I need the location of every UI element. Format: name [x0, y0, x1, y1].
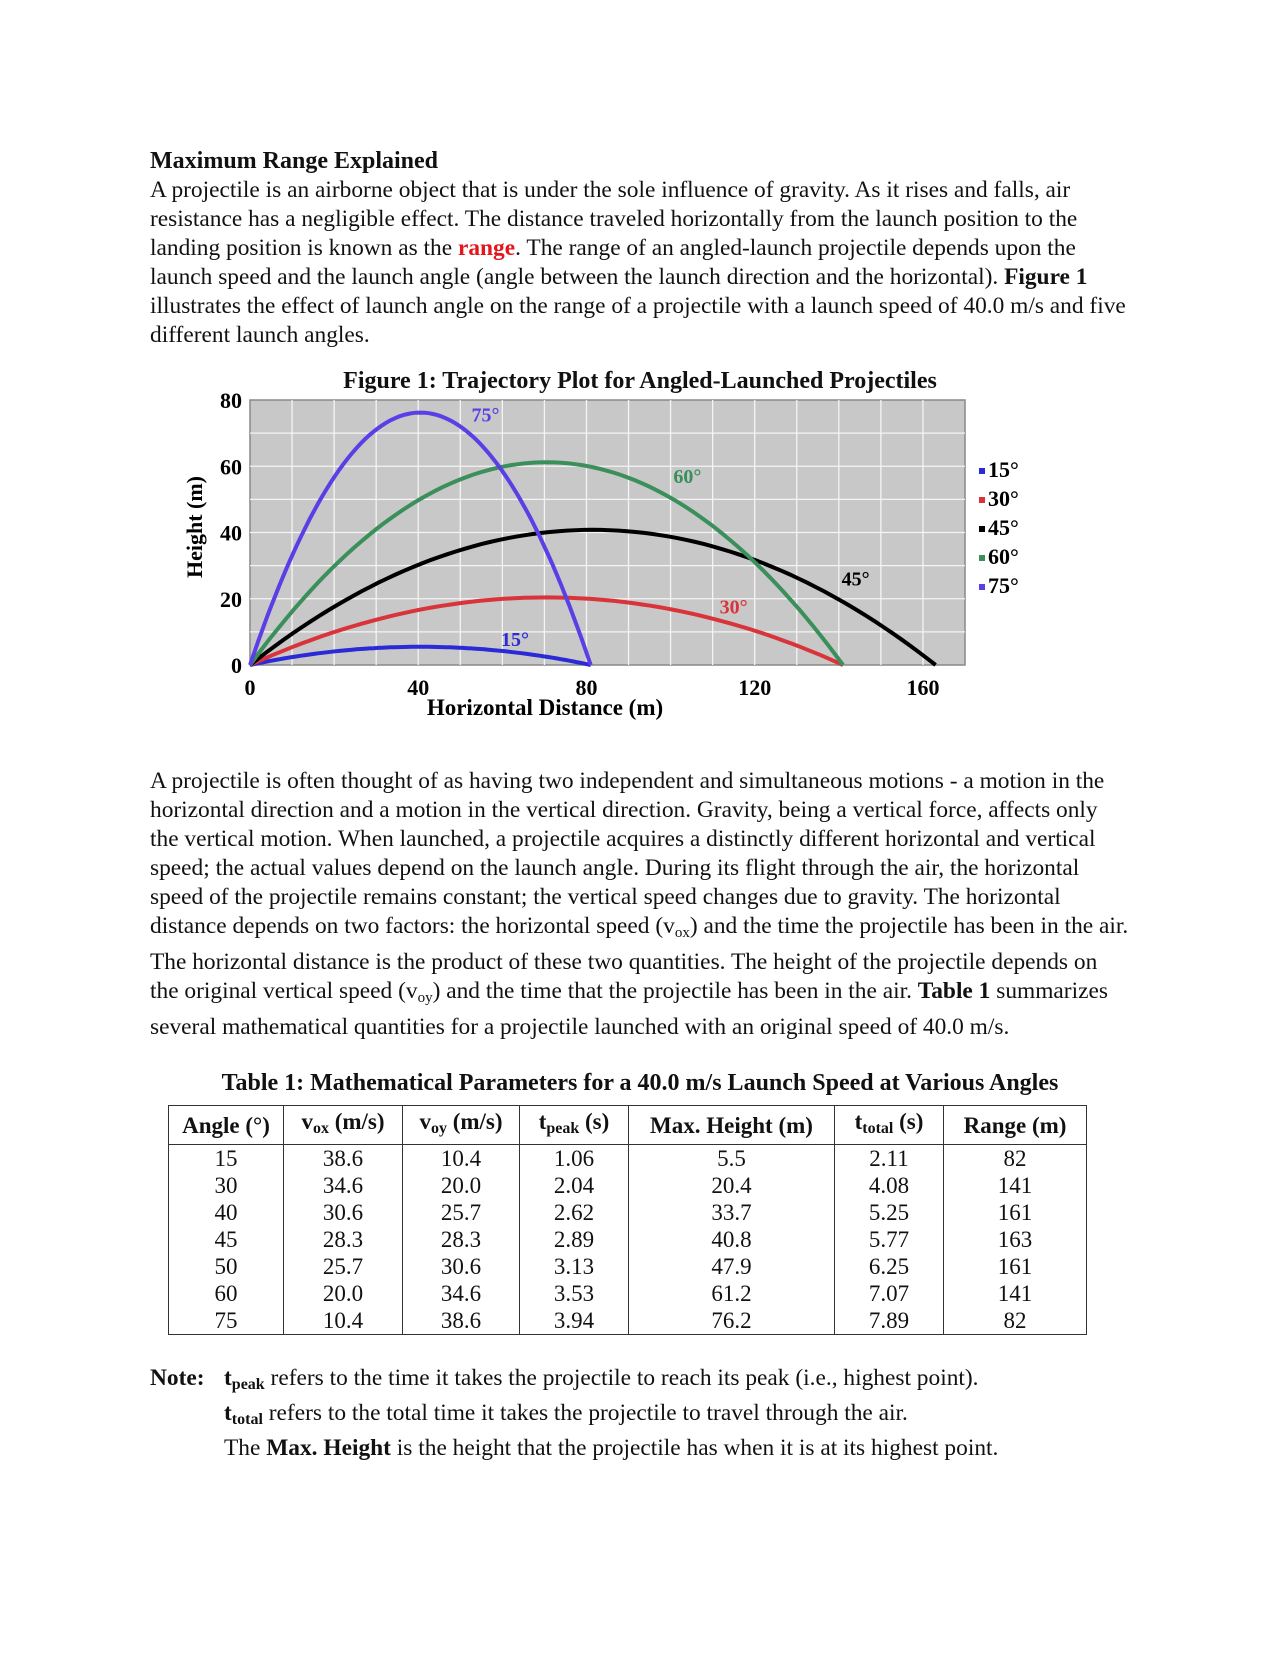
- note-tpeak-text: refers to the time it takes the projectile to reach its peak (i.e., highest point).: [264, 1365, 979, 1391]
- table-header-cell: [284, 1106, 403, 1145]
- table-cell: 10.4: [284, 1307, 403, 1335]
- vox-subscript: ox: [674, 925, 690, 941]
- table-cell: 30: [169, 1172, 284, 1199]
- x-tick-label: 0: [244, 675, 256, 700]
- y-axis-label: Height (m): [182, 475, 207, 579]
- note-ttotal-subscript: total: [231, 1411, 263, 1428]
- legend-label: 75°: [988, 573, 1019, 598]
- table-cell: 20.0: [284, 1280, 403, 1307]
- table-cell: 3.53: [520, 1280, 629, 1307]
- header-main: Max. Height (m): [650, 1112, 813, 1138]
- parameters-table: [168, 1105, 1087, 1335]
- note-ttotal-symbol: t: [224, 1400, 232, 1426]
- range-term: range: [457, 235, 516, 261]
- table-cell: 2.11: [835, 1145, 944, 1173]
- note-indent: [150, 1399, 224, 1434]
- table-cell: 15: [169, 1145, 284, 1173]
- note-label: Note:: [150, 1365, 205, 1391]
- table-header-cell: [629, 1106, 835, 1145]
- table-cell: 38.6: [403, 1307, 520, 1335]
- note-ttotal-text: refers to the total time it takes the projectile to travel through the air.: [262, 1400, 908, 1426]
- note-indent: [150, 1434, 224, 1462]
- table-cell: 50: [169, 1253, 284, 1280]
- y-tick-label: 80: [220, 388, 242, 413]
- table-cell: 82: [944, 1307, 1087, 1335]
- table-notes: [150, 1364, 1130, 1462]
- curve-label: 45°: [841, 568, 870, 591]
- header-unit: (s): [579, 1109, 610, 1134]
- table-title: Table 1: Mathematical Parameters for a 40.0 m/s Launch Speed at Various Angles: [221, 1070, 1059, 1096]
- table-cell: 141: [944, 1172, 1087, 1199]
- y-tick-label: 20: [220, 586, 242, 612]
- table-cell: 5.25: [835, 1199, 944, 1226]
- note-tpeak: [224, 1364, 979, 1399]
- header-main: Angle (°): [182, 1112, 270, 1138]
- table-cell: 38.6: [284, 1145, 403, 1173]
- x-tick-label: 160: [906, 675, 940, 700]
- header-main: Range (m): [963, 1112, 1067, 1138]
- table-cell: 10.4: [403, 1145, 520, 1173]
- legend-swatch: [979, 468, 985, 474]
- table-header-row: [169, 1106, 1087, 1145]
- note-row-2: [150, 1399, 1130, 1434]
- curve-label: 75°: [471, 404, 500, 427]
- legend-swatch: [979, 497, 985, 503]
- table-cell: 3.13: [520, 1253, 629, 1280]
- document-page: [150, 147, 1130, 1461]
- table-row: [169, 1199, 1087, 1226]
- legend-label: 45°: [988, 515, 1019, 540]
- table-cell: 3.94: [520, 1307, 629, 1335]
- note-tpeak-subscript: peak: [231, 1376, 265, 1393]
- table-cell: 2.04: [520, 1172, 629, 1199]
- table-header-cell: [403, 1106, 520, 1145]
- table-cell: 2.89: [520, 1226, 629, 1253]
- voy-subscript: oy: [417, 990, 433, 1006]
- header-subscript: ox: [312, 1120, 329, 1137]
- header-main: t: [538, 1109, 547, 1134]
- intro-paragraph: [150, 176, 1130, 350]
- table-row: [169, 1307, 1087, 1335]
- table-header-cell: [944, 1106, 1087, 1145]
- legend-label: 60°: [988, 544, 1019, 569]
- table-cell: 161: [944, 1199, 1087, 1226]
- x-tick-label: 80: [575, 675, 598, 700]
- table-cell: 20.0: [403, 1172, 520, 1199]
- table-cell: 76.2: [629, 1307, 835, 1335]
- motion-text-4: summarizes several mathematical quantities for a projectile launched with an original speed of 40.0 m/s.: [150, 978, 1108, 1040]
- intro-text-1: A projectile is an airborne object that is under the sole influence of gravity. As it rises and falls, air resistance has a negligible effect. The distance traveled horizontally from the launch position to the landing position is known as the: [150, 177, 1078, 261]
- note-maxheight-c: is the height that the projectile has when it is at its highest point.: [390, 1435, 999, 1461]
- table-cell: 28.3: [284, 1226, 403, 1253]
- table-header-cell: [520, 1106, 629, 1145]
- table-cell: 82: [944, 1145, 1087, 1173]
- legend-swatch: [979, 555, 985, 561]
- figure-reference: Figure 1: [1004, 264, 1088, 290]
- table-cell: 4.08: [835, 1172, 944, 1199]
- motion-text-3: ) and the time that the projectile has been in the air.: [432, 978, 918, 1004]
- legend-swatch: [979, 526, 985, 532]
- table-cell: 61.2: [629, 1280, 835, 1307]
- table-cell: 45: [169, 1226, 284, 1253]
- header-subscript: peak: [546, 1120, 580, 1137]
- header-unit: (m/s): [446, 1109, 503, 1134]
- motion-paragraph: [150, 767, 1130, 1042]
- intro-text-2: . The range of an angled-launch projectile depends upon the launch speed and the launch angle (angle between the launch direction and the horizontal).: [150, 235, 1076, 290]
- table-cell: 141: [944, 1280, 1087, 1307]
- table-cell: 33.7: [629, 1199, 835, 1226]
- x-tick-label: 40: [407, 675, 430, 700]
- note-row-1: [150, 1364, 1130, 1399]
- section-heading: Maximum Range Explained: [150, 148, 439, 174]
- table-body: [169, 1145, 1087, 1335]
- header-main: v: [419, 1109, 431, 1134]
- table-cell: 30.6: [284, 1199, 403, 1226]
- header-unit: (s): [893, 1109, 924, 1134]
- table-cell: 30.6: [403, 1253, 520, 1280]
- y-tick-label: 40: [220, 520, 242, 546]
- motion-text-1: A projectile is often thought of as having two independent and simultaneous motions - a motion in the horizontal direction and a motion in the vertical direction. Gravity, being a vertical force, affects only the vertical motion. When launched, a projectile acquires a distinctly different horizontal and vertical speed; the actual values depend on the launch angle. During its flight through the air, the horizontal speed of the projectile remains constant; the vertical speed changes due to gravity. The horizontal distance depends on two factors: the horizontal speed (v: [150, 768, 1105, 939]
- table-cell: 20.4: [629, 1172, 835, 1199]
- table-cell: 2.62: [520, 1199, 629, 1226]
- table-cell: 1.06: [520, 1145, 629, 1173]
- header-unit: (m/s): [328, 1109, 385, 1134]
- y-tick-label: 0: [231, 653, 242, 678]
- table-row: [169, 1226, 1087, 1253]
- table-row: [169, 1172, 1087, 1199]
- table-header-cell: [835, 1106, 944, 1145]
- x-tick-label: 120: [738, 675, 772, 700]
- table-cell: 5.5: [629, 1145, 835, 1173]
- table-cell: 34.6: [403, 1280, 520, 1307]
- table-cell: 40.8: [629, 1226, 835, 1253]
- header-subscript: oy: [430, 1120, 447, 1137]
- note-maxheight: [224, 1434, 998, 1462]
- table-cell: 28.3: [403, 1226, 520, 1253]
- legend-label: 15°: [988, 457, 1019, 482]
- curve-label: 15°: [500, 628, 529, 651]
- table-cell: 6.25: [835, 1253, 944, 1280]
- table-cell: 5.77: [835, 1226, 944, 1253]
- note-maxheight-a: The: [224, 1435, 267, 1461]
- note-maxheight-term: Max. Height: [266, 1435, 391, 1461]
- table-cell: 25.7: [403, 1199, 520, 1226]
- note-ttotal: [224, 1399, 908, 1434]
- table-cell: 47.9: [629, 1253, 835, 1280]
- legend-label: 30°: [988, 486, 1019, 511]
- note-tpeak-symbol: t: [224, 1365, 232, 1391]
- table-cell: 7.89: [835, 1307, 944, 1335]
- table-cell: 60: [169, 1280, 284, 1307]
- curve-label: 60°: [673, 465, 702, 488]
- x-axis-label: Horizontal Distance (m): [426, 695, 664, 720]
- table-cell: 40: [169, 1199, 284, 1226]
- table-row: [169, 1145, 1087, 1173]
- table-row: [169, 1280, 1087, 1307]
- table-cell: 7.07: [835, 1280, 944, 1307]
- table-cell: 34.6: [284, 1172, 403, 1199]
- intro-text-3: illustrates the effect of launch angle on the range of a projectile with a launch speed of 40.0 m/s and five different launch angles.: [150, 293, 1126, 348]
- figure-title: Figure 1: Trajectory Plot for Angled-Launched Projectiles: [343, 368, 937, 394]
- table-cell: 75: [169, 1307, 284, 1335]
- curve-label: 30°: [719, 596, 748, 619]
- note-row-3: [150, 1434, 1130, 1462]
- table-cell: 163: [944, 1226, 1087, 1253]
- chart-legend: [979, 457, 1019, 598]
- motion-text-2: ) and the time the projectile has been in the air. The horizontal distance is the product of these two quantities. The height of the projectile depends on the original vertical speed (v: [150, 913, 1129, 1004]
- legend-swatch: [979, 584, 985, 590]
- y-tick-label: 60: [220, 454, 242, 480]
- table-header-cell: [169, 1106, 284, 1145]
- trajectory-chart: [182, 388, 1050, 727]
- header-subscript: total: [862, 1120, 894, 1137]
- table-cell: 25.7: [284, 1253, 403, 1280]
- table-row: [169, 1253, 1087, 1280]
- table-cell: 161: [944, 1253, 1087, 1280]
- header-main: t: [854, 1109, 863, 1134]
- header-main: v: [301, 1109, 313, 1134]
- table-reference: Table 1: [917, 978, 991, 1004]
